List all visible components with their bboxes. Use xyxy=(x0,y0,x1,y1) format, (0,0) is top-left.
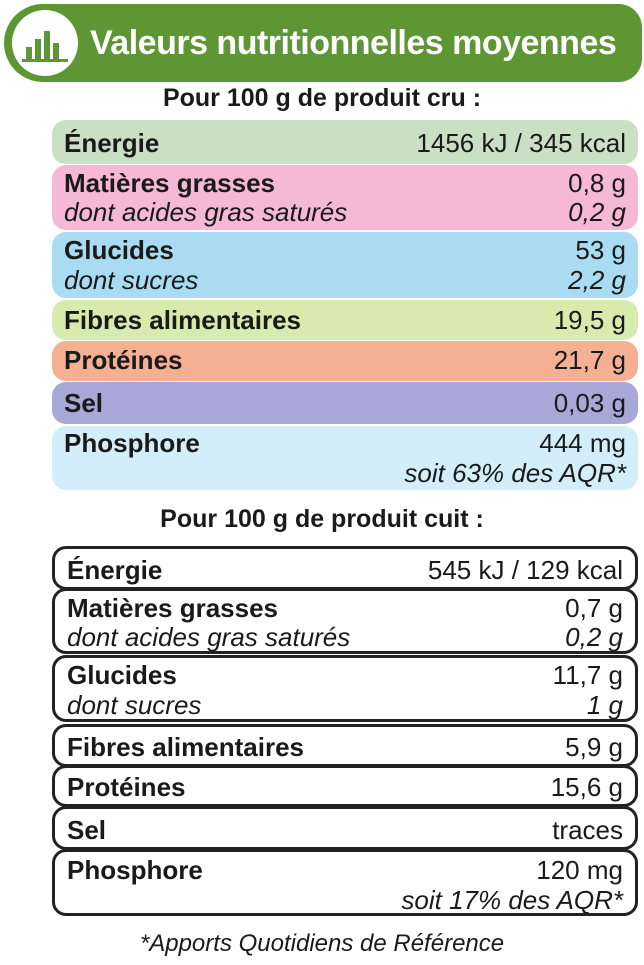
cooked-fiber-row xyxy=(52,724,638,767)
raw-salt-value: 0,03 g xyxy=(553,388,626,418)
cooked-phosphorus-value: 120 mg xyxy=(536,855,623,885)
raw-phosphorus-row xyxy=(52,426,638,490)
cooked-carbs-row xyxy=(52,655,638,722)
cooked-salt-row xyxy=(52,806,638,850)
raw-fat-value: 0,8 g xyxy=(568,168,626,198)
raw-fiber-value: 19,5 g xyxy=(553,305,626,335)
raw-carbs-row xyxy=(52,232,638,298)
cooked-fat-label: Matières grasses xyxy=(67,593,279,623)
cooked-phosphorus-label: Phosphore xyxy=(67,855,203,885)
raw-protein-row xyxy=(52,341,638,381)
cooked-sugars-value: 1 g xyxy=(586,690,623,720)
raw-carbs-label: Glucides xyxy=(64,235,174,265)
cooked-salt-value: traces xyxy=(552,815,623,845)
header-title: Valeurs nutritionnelles moyennes xyxy=(90,24,617,62)
cooked-protein-row xyxy=(52,765,638,807)
cooked-saturated-value: 0,2 g xyxy=(565,622,623,652)
raw-energy-row xyxy=(52,120,638,164)
bar-chart-icon xyxy=(12,10,78,76)
cooked-energy-row xyxy=(52,546,638,590)
raw-energy-value: 1456 kJ / 345 kcal xyxy=(416,128,626,158)
raw-protein-label: Protéines xyxy=(64,345,183,375)
cooked-carbs-value: 11,7 g xyxy=(552,660,623,690)
cooked-phosphorus-row xyxy=(52,849,638,916)
cooked-fat-value: 0,7 g xyxy=(565,593,623,623)
raw-saturated-label: dont acides gras saturés xyxy=(64,197,348,227)
cooked-salt-label: Sel xyxy=(67,815,107,845)
raw-section-title: Pour 100 g de produit cru : xyxy=(162,84,482,112)
raw-sugars-value: 2,2 g xyxy=(568,265,626,295)
footnote: *Apports Quotidiens de Référence xyxy=(139,930,505,957)
raw-phosphorus-label: Phosphore xyxy=(64,428,200,458)
raw-energy-label: Énergie xyxy=(64,128,160,158)
cooked-fiber-label: Fibres alimentaires xyxy=(67,732,304,762)
cooked-sugars-label: dont sucres xyxy=(67,690,202,720)
cooked-energy-label: Énergie xyxy=(67,555,163,585)
raw-carbs-value: 53 g xyxy=(575,235,626,265)
header-banner xyxy=(4,4,642,82)
raw-saturated-value: 0,2 g xyxy=(568,197,626,227)
cooked-carbs-label: Glucides xyxy=(67,660,177,690)
raw-salt-row xyxy=(52,382,638,424)
raw-fiber-label: Fibres alimentaires xyxy=(64,305,301,335)
raw-fat-row xyxy=(52,165,638,230)
raw-fiber-row xyxy=(52,300,638,340)
cooked-energy-value: 545 kJ / 129 kcal xyxy=(427,555,623,585)
raw-protein-value: 21,7 g xyxy=(553,345,626,375)
cooked-fat-row xyxy=(52,588,638,654)
cooked-protein-label: Protéines xyxy=(67,772,186,802)
cooked-section-title: Pour 100 g de produit cuit : xyxy=(160,505,484,533)
cooked-saturated-label: dont acides gras saturés xyxy=(67,622,351,652)
cooked-phosphorus-note: soit 17% des AQR* xyxy=(401,885,623,915)
raw-phosphorus-value: 444 mg xyxy=(539,428,626,458)
raw-salt-label: Sel xyxy=(64,388,104,418)
cooked-protein-value: 15,6 g xyxy=(550,772,623,802)
raw-phosphorus-note: soit 63% des AQR* xyxy=(404,458,626,488)
raw-sugars-label: dont sucres xyxy=(64,265,199,295)
raw-fat-label: Matières grasses xyxy=(64,168,276,198)
cooked-fiber-value: 5,9 g xyxy=(565,732,623,762)
